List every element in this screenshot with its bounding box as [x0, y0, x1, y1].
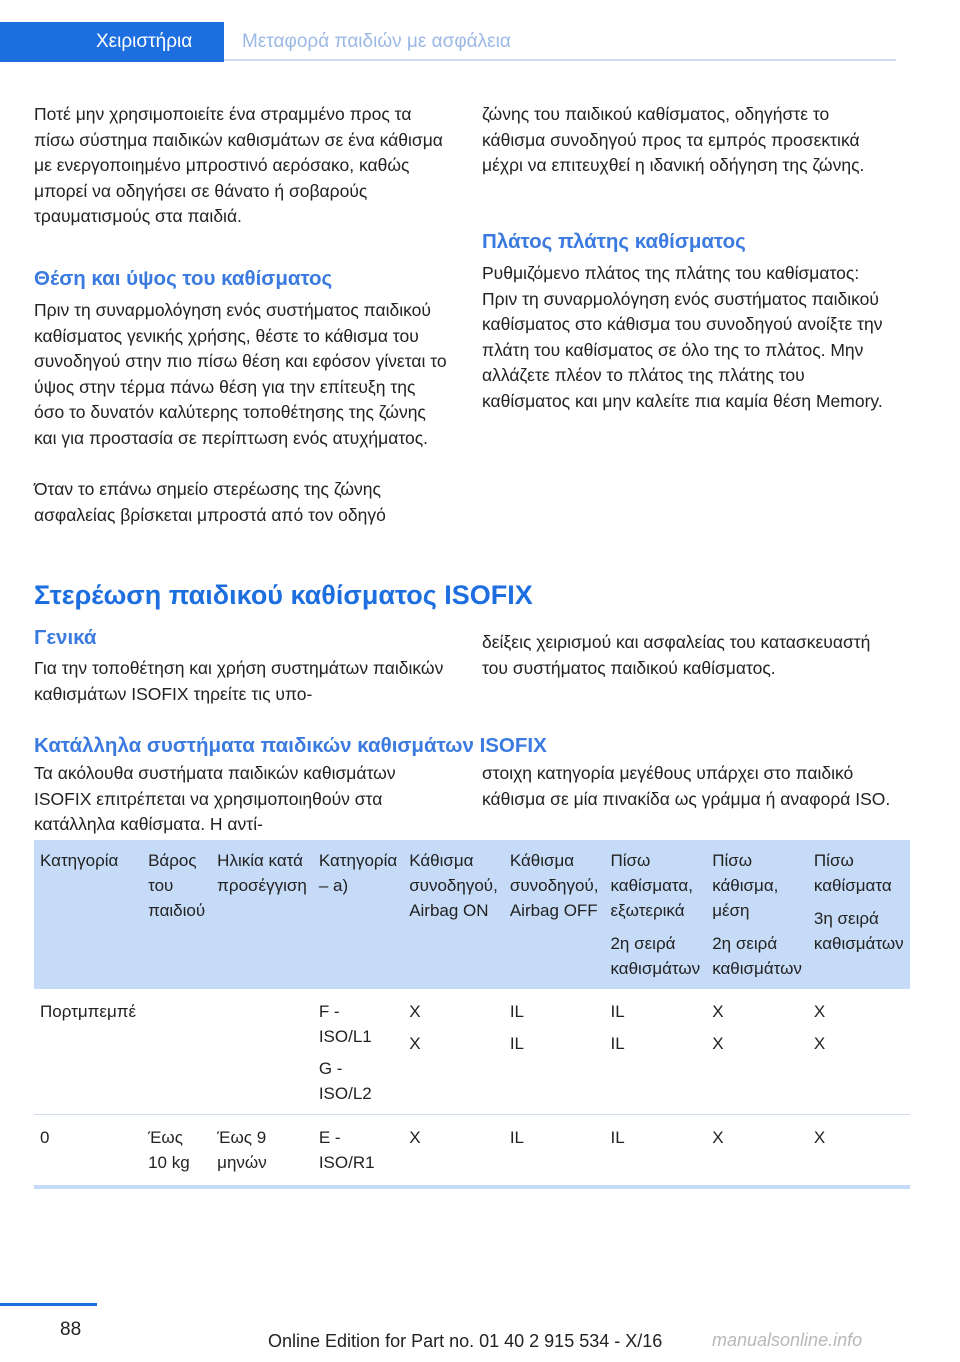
cell-class: E - ISO/R1	[313, 1115, 403, 1188]
cell-class-line: F - ISO/L1	[318, 1002, 372, 1046]
footer-divider	[0, 1303, 97, 1306]
table-header-row	[34, 840, 910, 989]
header-weight: Βάρος του παιδιού	[148, 851, 206, 920]
cell-value: X	[712, 1034, 724, 1053]
belt-anchor-para: Όταν το επάνω σημείο στερέωσης της ζώνης ασφαλείας βρίσκεται μπροστά από τον οδηγό	[34, 479, 386, 525]
page-number: 88	[60, 1319, 82, 1340]
edition-text: Online Edition for Part no. 01 40 2 915 534 - X/16	[268, 1331, 663, 1351]
cell-value: X	[712, 1002, 724, 1021]
cell-airbag-on: X	[403, 1115, 504, 1188]
cell-rear-outer	[604, 989, 706, 1115]
cell-value: IL	[509, 1002, 525, 1021]
seat-position-para: Πριν τη συναρμολόγηση ενός συστήματος παιδικού καθίσματος γενικής χρήσης, θέστε το κάθισμα του συνοδηγού στην πιο πίσω θέση και εφόσον γίνεται το ύψος στην τέρμα πάνω θέση για την επίτευξη της όσο το δυνατόν καλύτερης τοποθέτησης της ζώνης και για προστασία σε περίπτωση ενός ατυχήματος.	[34, 300, 447, 448]
header-rear-outer-title: Πίσω καθίσματα, εξωτερικά	[610, 851, 693, 920]
header-third-row-label: 3η σειρά καθισμάτων	[813, 909, 904, 953]
general-heading: Γενικά	[34, 626, 97, 649]
cell-airbag-off	[504, 989, 605, 1115]
header-divider	[224, 59, 896, 61]
cell-value: X	[813, 1002, 826, 1021]
header-rear-middle-row: 2η σειρά καθισμάτων	[712, 934, 802, 978]
general-text-right: δείξεις χειρισμού και ασφαλείας του κατασκευαστή του συστήματος παιδικού καθίσματος.	[482, 632, 871, 678]
cell-rear-outer: IL	[604, 1115, 706, 1188]
chapter-tab[interactable]	[0, 22, 224, 62]
cell-value: X	[409, 1002, 421, 1021]
header-rear-middle	[706, 840, 808, 989]
cell-value: IL	[610, 1034, 625, 1053]
cell-airbag-off: IL	[504, 1115, 605, 1188]
cell-rear-middle: X	[706, 1115, 808, 1188]
chapter-tab-label: Χειριστήρια	[96, 31, 193, 52]
header-passenger-airbag-on: Κάθισμα συνοδηγού, Airbag ON	[409, 851, 498, 920]
section-title: Μεταφορά παιδιών με ασφάλεια	[242, 31, 511, 52]
suitable-text-left: Τα ακόλουθα συστήματα παιδικών καθισμάτων ISOFIX επιτρέπεται να χρησιμοποιηθούν στα κατάλληλα καθίσματα. Η αντί-	[34, 763, 396, 834]
cell-category: 0	[34, 1115, 142, 1188]
isofix-title: Στερέωση παιδικού καθίσματος ISOFIX	[34, 580, 533, 610]
cell-airbag-on	[403, 989, 504, 1115]
cell-class	[313, 989, 403, 1115]
header-rear-outer	[604, 840, 706, 989]
header-class: Κατηγορία – a)	[318, 851, 398, 895]
suitable-systems-heading: Κατάλληλα συστήματα παιδικών καθισμάτων ISOFIX	[34, 734, 547, 757]
cell-third-row	[808, 989, 910, 1115]
general-text-left: Για την τοποθέτηση και χρήση συστημάτων παιδικών καθισμάτων ISOFIX τηρείτε τις υπο-	[34, 658, 444, 704]
airbag-warning-text: Ποτέ μην χρησιμοποιείτε ένα στραμμένο προς τα πίσω σύστημα παιδικών καθισμάτων σε ένα κάθισμα με ενεργοποιημένο μπροστινό αερόσακο, καθώς μπορεί να οδηγήσει σε θάνατο ή σοβαρούς τραυματισμούς στα παιδιά.	[34, 104, 443, 226]
header-rear-middle-title: Πίσω κάθισμα, μέση	[712, 851, 779, 920]
header-age: Ηλικία κατά προσέγγιση	[217, 851, 307, 895]
isofix-table	[34, 840, 910, 1189]
table-row	[34, 989, 910, 1115]
cell-rear-middle	[706, 989, 808, 1115]
table-row	[34, 1115, 910, 1188]
seat-position-heading: Θέση και ύψος του καθίσματος	[34, 267, 333, 290]
cell-age	[211, 989, 313, 1115]
header-third-row-title: Πίσω καθίσματα	[813, 851, 892, 895]
backrest-width-para: Ρυθμιζόμενο πλάτος της πλάτης του καθίσματος: Πριν τη συναρμολόγηση ενός συστήματος παιδικού καθίσματος στο κάθισμα του συνοδηγού ανοίξτε την πλάτη του καθίσματος σε όλο της το πλάτος. Μην αλλάζετε πλέον το πλάτος της πλάτης του καθίσματος και μην καλείτε πια καμία θέση Memory.	[482, 263, 883, 411]
cell-value: IL	[509, 1034, 525, 1053]
cell-weight: Έως 10 kg	[142, 1115, 211, 1188]
cell-third-row: X	[808, 1115, 910, 1188]
cell-value: IL	[610, 1002, 625, 1021]
belt-guidance-para: ζώνης του παιδικού καθίσματος, οδηγήστε το κάθισμα συνοδηγού προς τα εμπρός προσεκτικά μέχρι να επιτευχθεί η ιδανική οδήγηση της ζώνης.	[482, 104, 865, 175]
header-passenger-airbag-off: Κάθισμα συνοδηγού, Airbag OFF	[509, 851, 599, 920]
cell-value: X	[409, 1034, 421, 1053]
backrest-width-heading: Πλάτος πλάτης καθίσματος	[482, 230, 746, 253]
header-third-row	[808, 840, 910, 989]
cell-value: X	[813, 1034, 826, 1053]
header-rear-outer-row: 2η σειρά καθισμάτων	[610, 934, 701, 978]
header-category: Κατηγορία	[40, 851, 119, 870]
cell-weight	[142, 989, 211, 1115]
cell-category: Πορτμπεμπέ	[34, 989, 142, 1115]
watermark: manualsonline.info	[712, 1330, 863, 1350]
cell-class-line: G - ISO/L2	[318, 1059, 372, 1103]
page-header	[0, 22, 896, 62]
suitable-text-right: στοιχη κατηγορία μεγέθους υπάρχει στο παιδικό κάθισμα σε μία πινακίδα ως γράμμα ή αναφορά ISO.	[482, 763, 891, 809]
cell-age: Έως 9 μηνών	[211, 1115, 313, 1188]
